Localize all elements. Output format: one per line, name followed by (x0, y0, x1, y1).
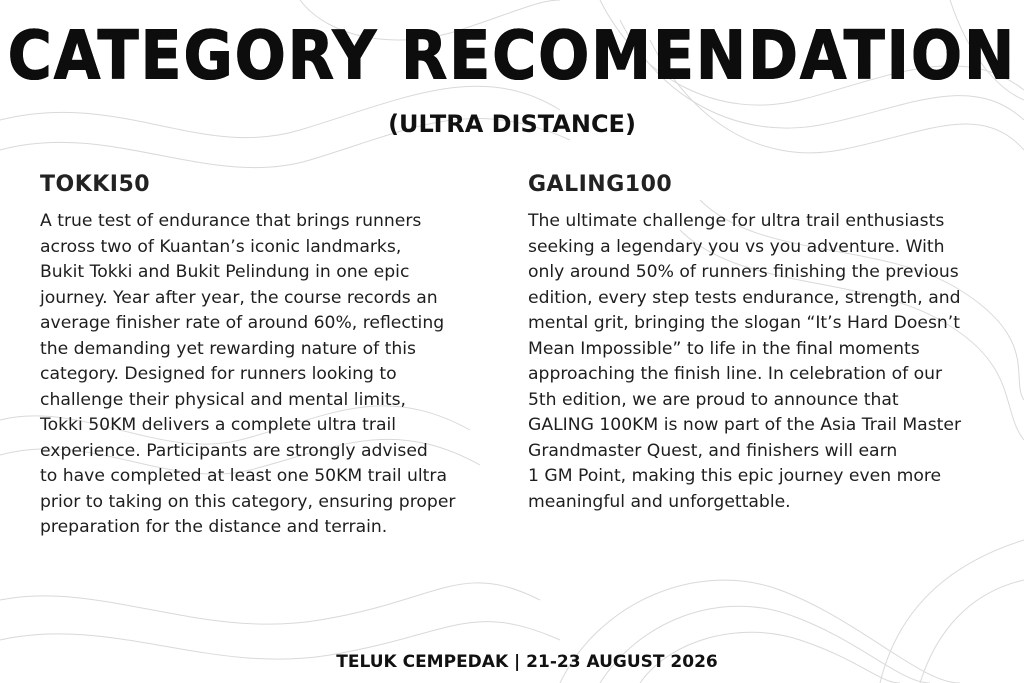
category-heading: TOKKI50 (40, 172, 151, 197)
event-location-date: TELUK CEMPEDAK | 21-23 AUGUST 2026 (336, 652, 718, 672)
category-galing100 (528, 172, 998, 515)
page-title-text: CATEGORY RECOMENDATION (7, 16, 1017, 96)
category-heading: GALING100 (528, 172, 673, 197)
page-title (0, 16, 1024, 96)
category-tokki50 (40, 172, 495, 541)
category-description: The ultimate challenge for ultra trail enthusiasts seeking a legendary you vs you adventure. With only around 50% of runners finishing the previous edition, every step tests endurance, strength, and mental grit, bringing the slogan “It’s Hard Doesn’t Mean Impossible” to life in the final moments approaching the finish line. In celebration of our 5th edition, we are proud to announce that GALING 100KM is now part of the Asia Trail Master Grandmaster Quest, and finishers will earn 1 GM Point, making this epic journey even more meaningful and unforgettable. (528, 211, 962, 512)
page-subtitle: (ULTRA DISTANCE) (388, 110, 636, 138)
category-description: A true test of endurance that brings runners across two of Kuantan’s iconic landmarks, Bukit Tokki and Bukit Pelindung in one epic journey. Year after year, the course records an average finisher rate of around 60%, reflecting the demanding yet rewarding nature of this category. Designed for runners looking to challenge their physical and mental limits, Tokki 50KM delivers a complete ultra trail experience. Participants are strongly advised to have completed at least one 50KM trail ultra prior to taking on this category, ensuring proper preparation for the distance and terrain. (40, 211, 456, 537)
